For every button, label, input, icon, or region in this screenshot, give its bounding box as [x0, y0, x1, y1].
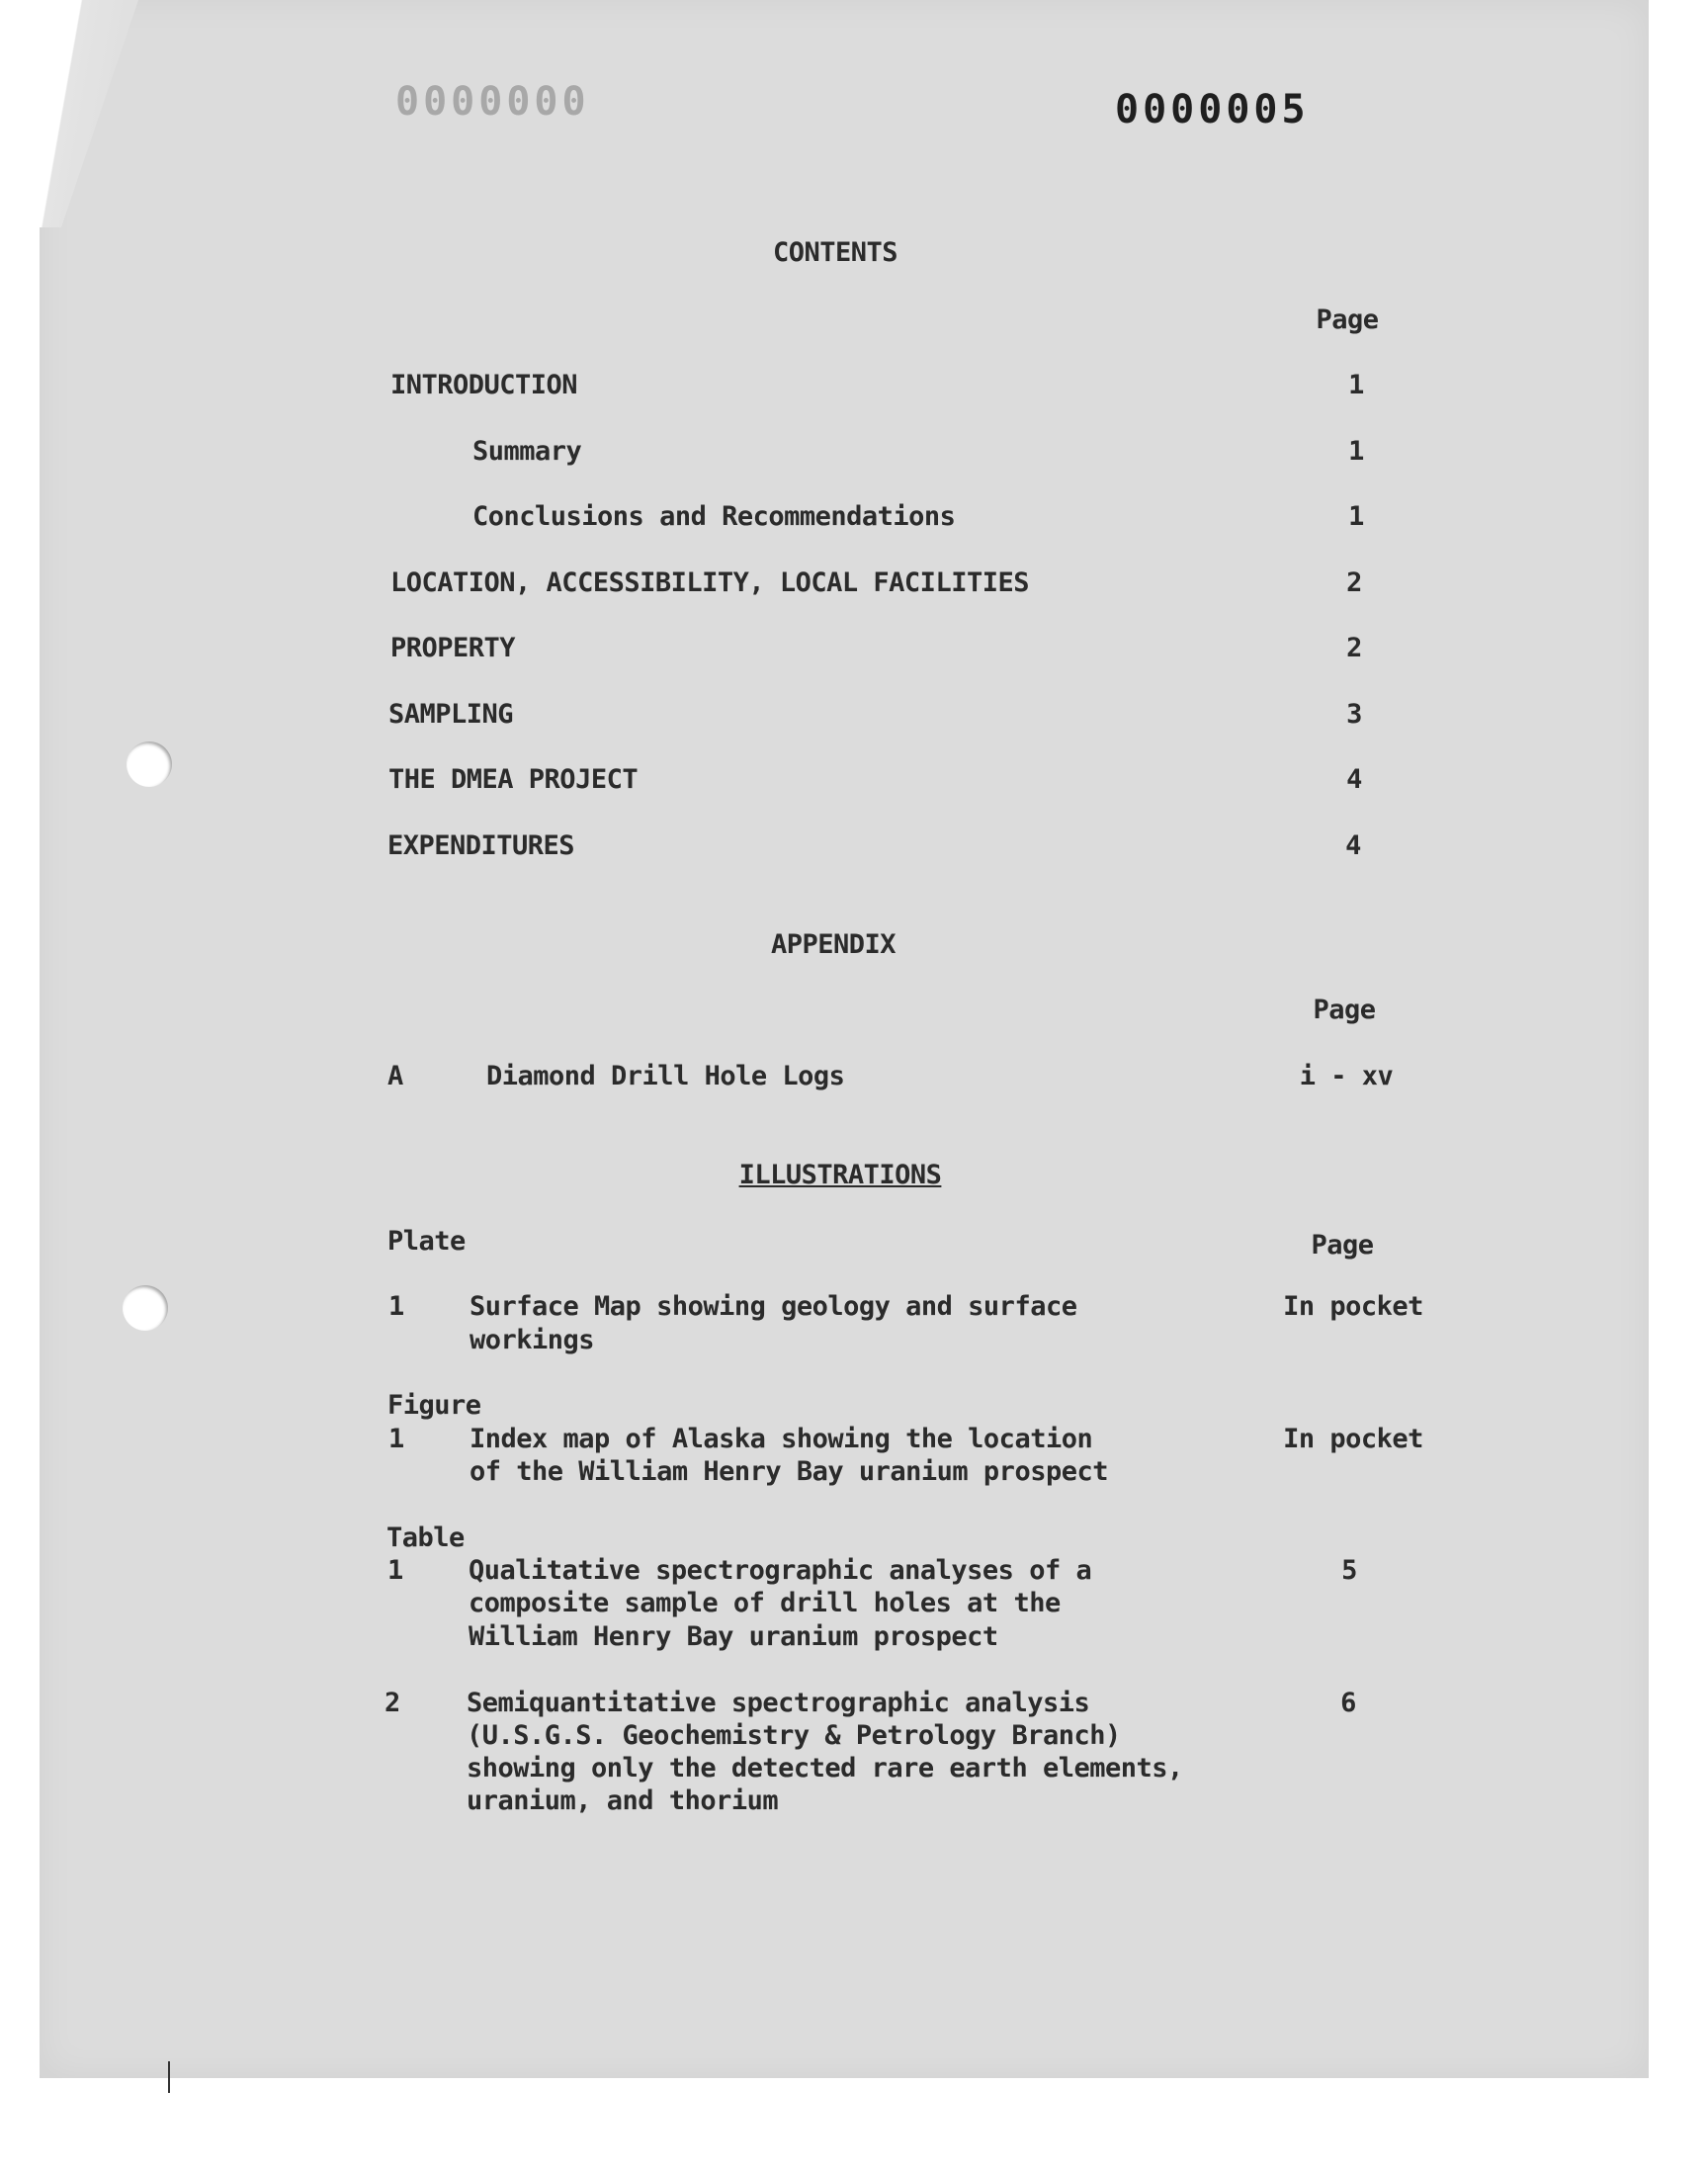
- appendix-entry-page: i - xv: [1299, 1061, 1394, 1091]
- toc-entry-location: LOCATION, ACCESSIBILITY, LOCAL FACILITIES: [390, 567, 1029, 598]
- appendix-entry-label: Diamond Drill Hole Logs: [486, 1061, 845, 1091]
- table-2-line1: Semiquantitative spectrographic analysis: [467, 1688, 1090, 1718]
- plate-label: Plate: [387, 1226, 466, 1257]
- punch-hole-top: [127, 741, 172, 787]
- contents-page-label: Page: [1316, 304, 1379, 335]
- figure-1-page: In pocket: [1283, 1424, 1423, 1454]
- toc-page-property: 2: [1346, 633, 1362, 663]
- toc-page-dmea-project: 4: [1346, 764, 1362, 795]
- toc-entry-sampling: SAMPLING: [388, 699, 514, 730]
- toc-page-expenditures: 4: [1345, 830, 1361, 861]
- table-1-page: 5: [1341, 1555, 1357, 1586]
- toc-entry-introduction: INTRODUCTION: [390, 370, 578, 400]
- toc-page-location: 2: [1346, 567, 1362, 598]
- table-2-line4: uranium, and thorium: [467, 1785, 779, 1816]
- serial-number: 0000005: [1115, 87, 1310, 132]
- appendix-page-label: Page: [1313, 995, 1376, 1025]
- table-label: Table: [386, 1522, 465, 1553]
- toc-entry-conclusions: Conclusions and Recommendations: [472, 501, 956, 532]
- margin-mark: [168, 2061, 170, 2093]
- punch-hole-bottom: [123, 1285, 168, 1331]
- figure-label: Figure: [387, 1390, 481, 1421]
- plate-1-line1: Surface Map showing geology and surface: [470, 1291, 1077, 1322]
- table-1-line2: composite sample of drill holes at the: [469, 1588, 1061, 1618]
- table-1-id: 1: [387, 1555, 403, 1586]
- plate-1-line2: workings: [470, 1325, 595, 1355]
- plate-1-page: In pocket: [1283, 1291, 1423, 1322]
- contents-title: CONTENTS: [772, 237, 898, 268]
- table-2-line3: showing only the detected rare earth elements,: [467, 1753, 1183, 1784]
- toc-page-introduction: 1: [1348, 370, 1364, 400]
- table-2-page: 6: [1340, 1688, 1356, 1718]
- toc-page-summary: 1: [1348, 436, 1364, 467]
- table-2-line2: (U.S.G.S. Geochemistry & Petrology Branch): [467, 1720, 1121, 1751]
- toc-page-conclusions: 1: [1348, 501, 1364, 532]
- toc-page-sampling: 3: [1346, 699, 1362, 730]
- figure-1-line2: of the William Henry Bay uranium prospect: [470, 1456, 1108, 1487]
- appendix-title: APPENDIX: [770, 929, 897, 960]
- illustrations-page-label: Page: [1311, 1230, 1374, 1261]
- toc-entry-summary: Summary: [472, 436, 582, 467]
- illustrations-title: ILLUSTRATIONS: [738, 1160, 942, 1190]
- figure-1-id: 1: [388, 1424, 404, 1454]
- table-1-line3: William Henry Bay uranium prospect: [469, 1621, 998, 1652]
- table-1-line1: Qualitative spectrographic analyses of a: [469, 1555, 1092, 1586]
- appendix-entry-id: A: [387, 1061, 403, 1091]
- toc-entry-property: PROPERTY: [390, 633, 516, 663]
- toc-entry-expenditures: EXPENDITURES: [387, 830, 575, 861]
- table-2-id: 2: [384, 1688, 400, 1718]
- faint-serial-number: 0000000: [395, 79, 590, 125]
- figure-1-line1: Index map of Alaska showing the location: [470, 1424, 1093, 1454]
- toc-entry-dmea-project: THE DMEA PROJECT: [388, 764, 639, 795]
- plate-1-id: 1: [388, 1291, 404, 1322]
